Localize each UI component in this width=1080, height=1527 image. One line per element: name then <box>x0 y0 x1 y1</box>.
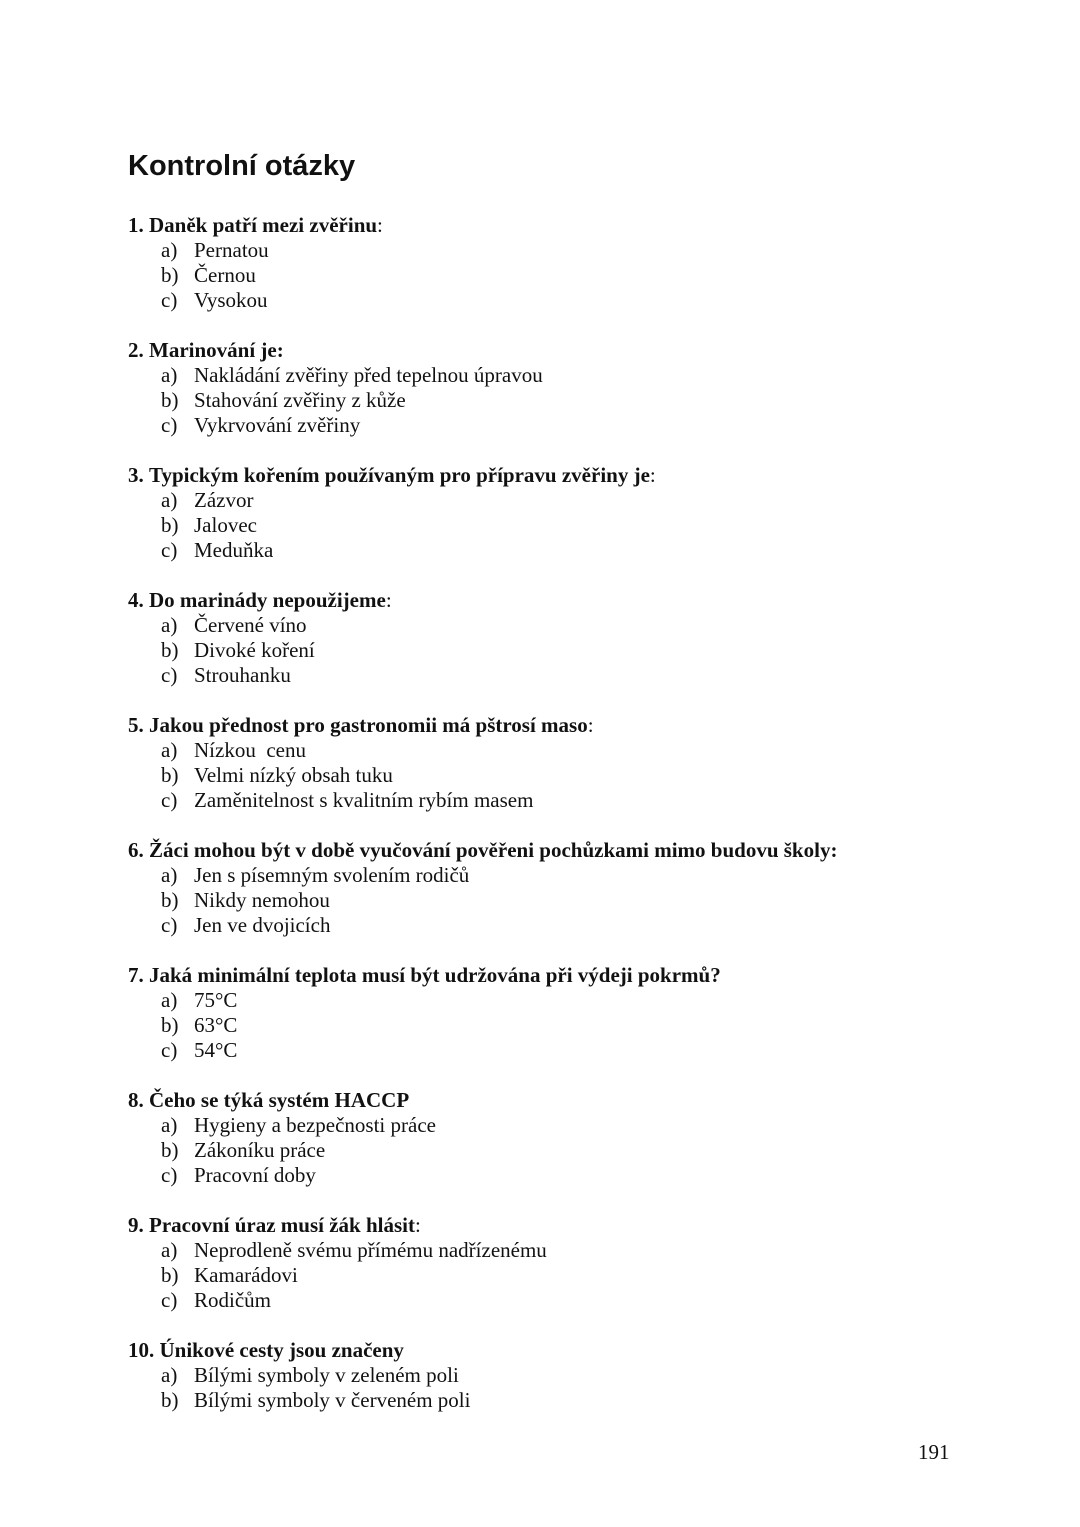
question-text: Žáci mohou být v době vyučování pověřeni pochůzkami mimo budovu školy: <box>149 838 838 862</box>
answer-option <box>161 363 988 388</box>
answer-option <box>161 763 988 788</box>
question-item <box>128 338 988 438</box>
answer-option <box>161 538 988 563</box>
option-letter: a) <box>161 988 178 1012</box>
option-letter: b) <box>161 1138 179 1162</box>
question-number: 4. <box>128 588 144 612</box>
answer-option <box>161 488 988 513</box>
question-item <box>128 1088 988 1188</box>
answer-options <box>128 488 988 563</box>
question-heading <box>128 963 988 988</box>
option-text: Jen ve dvojicích <box>194 913 331 937</box>
option-text: Meduňka <box>194 538 274 562</box>
question-heading <box>128 213 988 238</box>
option-letter: c) <box>161 1288 178 1312</box>
answer-options <box>128 1238 988 1313</box>
option-letter: a) <box>161 488 178 512</box>
option-letter: a) <box>161 613 178 637</box>
option-letter: a) <box>161 1363 178 1387</box>
question-number: 9. <box>128 1213 144 1237</box>
answer-option <box>161 913 988 938</box>
answer-options <box>128 863 988 938</box>
option-letter: c) <box>161 1163 178 1187</box>
answer-option <box>161 238 988 263</box>
question-heading <box>128 713 988 738</box>
option-text: Zaměnitelnost s kvalitním rybím masem <box>194 788 534 812</box>
question-item <box>128 588 988 688</box>
question-heading <box>128 1088 988 1113</box>
question-heading <box>128 838 988 863</box>
question-number: 10. <box>128 1338 155 1362</box>
answer-options <box>128 1113 988 1188</box>
question-text: Pracovní úraz musí žák hlásit <box>149 1213 415 1237</box>
option-letter: b) <box>161 888 179 912</box>
question-list <box>128 213 988 1438</box>
answer-options <box>128 613 988 688</box>
option-letter: a) <box>161 738 178 762</box>
option-text: Rodičům <box>194 1288 271 1312</box>
answer-option <box>161 863 988 888</box>
question-heading <box>128 1338 988 1363</box>
option-text: Jalovec <box>194 513 257 537</box>
answer-options <box>128 988 988 1063</box>
question-item <box>128 213 988 313</box>
question-item <box>128 1338 988 1413</box>
option-text: Černou <box>194 263 256 287</box>
option-letter: c) <box>161 413 178 437</box>
question-number: 6. <box>128 838 144 862</box>
question-number: 5. <box>128 713 144 737</box>
page-number: 191 <box>918 1440 950 1464</box>
option-letter: b) <box>161 513 179 537</box>
option-letter: b) <box>161 388 179 412</box>
option-letter: b) <box>161 1388 179 1412</box>
option-text: Neprodleně svému přímému nadřízenému <box>194 1238 547 1262</box>
answer-options <box>128 1363 988 1413</box>
question-text: Čeho se týká systém HACCP <box>149 1088 410 1112</box>
option-text: Vykrvování zvěřiny <box>194 413 361 437</box>
option-text: 63°C <box>194 1013 238 1037</box>
question-text: Únikové cesty jsou značeny <box>159 1338 404 1362</box>
option-letter: b) <box>161 1013 179 1037</box>
answer-option <box>161 738 988 763</box>
question-suffix: : <box>649 463 656 487</box>
question-number: 7. <box>128 963 144 987</box>
option-text: Vysokou <box>194 288 268 312</box>
question-heading <box>128 588 988 613</box>
option-letter: a) <box>161 363 178 387</box>
question-text: Daněk patří mezi zvěřinu <box>149 213 378 237</box>
option-letter: b) <box>161 1263 179 1287</box>
question-number: 8. <box>128 1088 144 1112</box>
answer-options <box>128 238 988 313</box>
question-item <box>128 1213 988 1313</box>
page-title: Kontrolní otázky <box>128 150 356 182</box>
option-text: Nikdy nemohou <box>194 888 330 912</box>
option-letter: c) <box>161 288 178 312</box>
question-heading <box>128 463 988 488</box>
answer-option <box>161 1113 988 1138</box>
option-text: 54°C <box>194 1038 238 1062</box>
answer-option <box>161 988 988 1013</box>
answer-option <box>161 1163 988 1188</box>
option-text: Bílými symboly v červeném poli <box>194 1388 471 1412</box>
answer-option <box>161 388 988 413</box>
option-letter: a) <box>161 1238 178 1262</box>
answer-option <box>161 263 988 288</box>
answer-option <box>161 638 988 663</box>
question-suffix: : <box>377 213 383 237</box>
answer-option <box>161 888 988 913</box>
question-text: Jakou přednost pro gastronomii má pštrosí maso <box>149 713 588 737</box>
question-number: 2. <box>128 338 144 362</box>
answer-option <box>161 1238 988 1263</box>
option-letter: b) <box>161 263 179 287</box>
question-item <box>128 713 988 813</box>
question-number: 3. <box>128 463 144 487</box>
option-letter: b) <box>161 638 179 662</box>
answer-option <box>161 413 988 438</box>
answer-option <box>161 1388 988 1413</box>
option-letter: c) <box>161 913 178 937</box>
question-item <box>128 838 988 938</box>
option-letter: c) <box>161 663 178 687</box>
answer-option <box>161 1288 988 1313</box>
answer-option <box>161 1013 988 1038</box>
question-item <box>128 963 988 1063</box>
option-text: Strouhanku <box>194 663 291 687</box>
question-heading <box>128 338 988 363</box>
question-item <box>128 463 988 563</box>
question-text: Marinování je: <box>149 338 284 362</box>
option-text: Bílými symboly v zeleném poli <box>194 1363 459 1387</box>
option-letter: a) <box>161 863 178 887</box>
option-text: Pernatou <box>194 238 269 262</box>
answer-options <box>128 738 988 813</box>
option-letter: a) <box>161 238 178 262</box>
option-text: Nakládání zvěřiny před tepelnou úpravou <box>194 363 543 387</box>
answer-option <box>161 613 988 638</box>
option-text: Hygieny a bezpečnosti práce <box>194 1113 436 1137</box>
option-text: Jen s písemným svolením rodičů <box>194 863 470 887</box>
answer-options <box>128 363 988 438</box>
question-text: Do marinády nepoužijeme <box>149 588 386 612</box>
answer-option <box>161 1138 988 1163</box>
option-letter: a) <box>161 1113 178 1137</box>
answer-option <box>161 788 988 813</box>
option-text: Kamarádovi <box>194 1263 298 1287</box>
option-text: Velmi nízký obsah tuku <box>194 763 393 787</box>
option-text: Červené víno <box>194 613 307 637</box>
answer-option <box>161 1363 988 1388</box>
answer-option <box>161 288 988 313</box>
answer-option <box>161 1038 988 1063</box>
answer-option <box>161 1263 988 1288</box>
question-suffix: : <box>587 713 594 737</box>
option-text: Divoké koření <box>194 638 315 662</box>
question-suffix: : <box>385 588 392 612</box>
option-text: Pracovní doby <box>194 1163 316 1187</box>
option-letter: c) <box>161 788 178 812</box>
option-text: Zákoníku práce <box>194 1138 326 1162</box>
option-letter: c) <box>161 538 178 562</box>
question-text: Jaká minimální teplota musí být udržována při výdeji pokrmů? <box>149 963 721 987</box>
option-text: Stahování zvěřiny z kůže <box>194 388 406 412</box>
question-text: Typickým kořením používaným pro přípravu zvěřiny je <box>149 463 650 487</box>
question-heading <box>128 1213 988 1238</box>
option-text: 75°C <box>194 988 238 1012</box>
option-letter: b) <box>161 763 179 787</box>
question-number: 1. <box>128 213 144 237</box>
option-letter: c) <box>161 1038 178 1062</box>
option-text: Zázvor <box>194 488 254 512</box>
answer-option <box>161 513 988 538</box>
answer-option <box>161 663 988 688</box>
question-suffix: : <box>415 1213 421 1237</box>
option-text: Nízkou cenu <box>194 738 306 762</box>
